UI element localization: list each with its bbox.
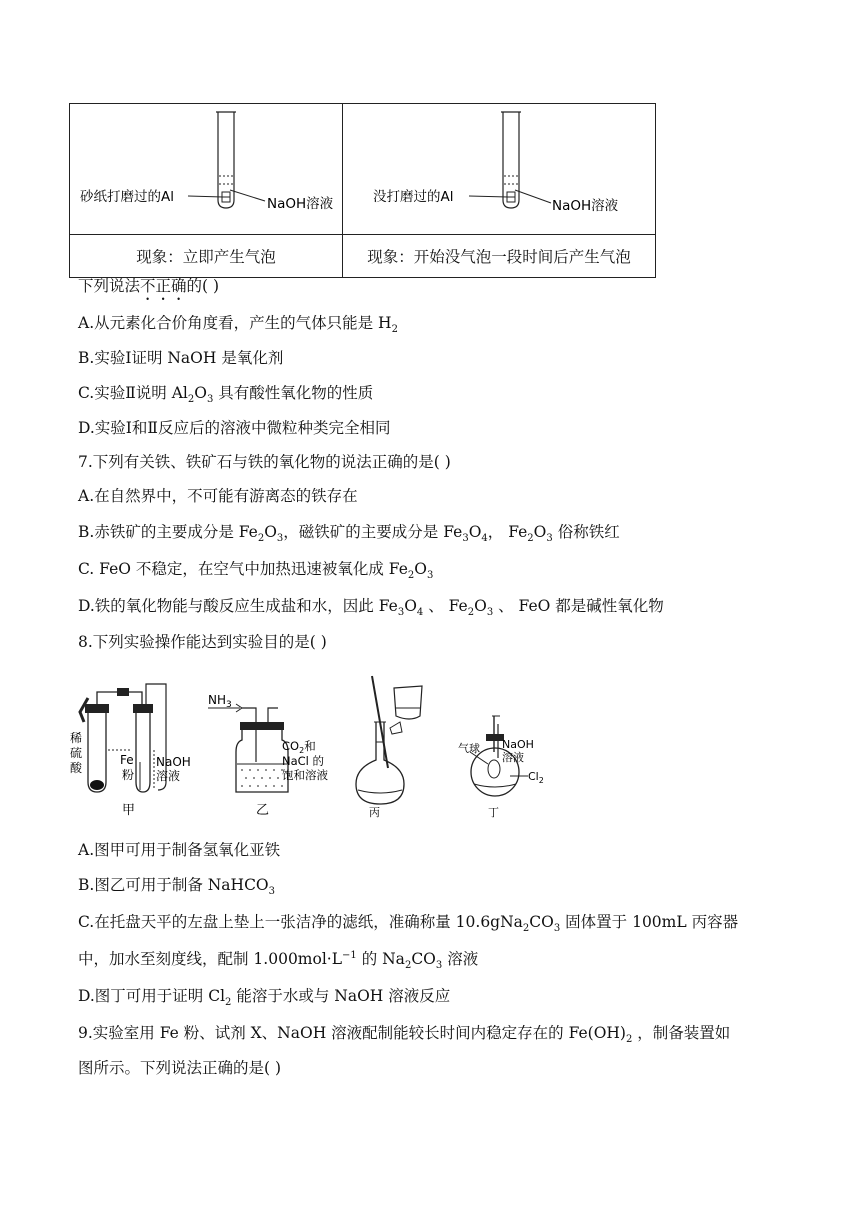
q6-option-a: A.从元素化合价角度看，产生的气体只能是 $H_2$ [78,314,398,336]
svg-text:NaOH: NaOH [156,755,191,769]
apparatus-ding [458,716,544,819]
svg-text:溶液: 溶液 [502,751,524,764]
q8-stem: 8.下列实验操作能达到实验目的是( ) [78,633,327,651]
svg-text:粉: 粉 [122,768,135,782]
q6-option-b: B.实验Ⅰ证明 NaOH 是氧化剂 [78,349,284,367]
svg-text:稀: 稀 [70,731,83,745]
emphasis-not-correct: 不正确 [140,277,187,295]
q9-stem-line2: 图所示。下列说法正确的是( ) [78,1059,282,1077]
observation-1: 现象：立即产生气泡 [70,235,343,278]
test-tube-figure-2 [343,104,655,230]
svg-text:气球: 气球 [458,742,480,755]
q7-option-c: C. FeO 不稳定，在空气中加热迅速被氧化成 $Fe_2O_3$ [78,560,434,582]
caption-bing: 丙 [369,806,380,819]
apparatus-figure [70,672,550,822]
q7-option-d: D.铁的氧化物能与酸反应生成盐和水，因此 $Fe_3O_4$ 、 $Fe_2O_3$ 、 FeO 都是碱性氧化物 [78,597,664,619]
experiment-table [69,103,656,278]
caption-jia: 甲 [122,803,136,818]
svg-text:CO2和: $CO_2$和 [282,739,316,755]
svg-text:Fe: Fe [120,753,134,767]
apparatus-yi [208,693,328,818]
experiment-1-figure [70,104,343,235]
q8-option-b: B.图乙可用于制备 NaHCO$_3$ [78,876,276,898]
q6-option-c: C.实验Ⅱ说明 $Al_2O_3$ 具有酸性氧化物的性质 [78,384,374,406]
test-tube-figure-1 [70,104,342,230]
label-unpolished-al: 没打磨过的Al [373,189,454,205]
q8-option-c-line2: 中，加水至刻度线，配制 $1.000mol\cdot L^{-1}$ 的 $Na_2CO_3$ 溶液 [78,949,479,972]
svg-text:NH3: $NH_3$ [208,693,232,710]
q8-option-c-line1: C.在托盘天平的左盘上垫上一张洁净的滤纸，准确称量 $10.6gNa_2CO_3$ 固体置于 100mL 丙容器 [78,913,739,935]
q8-option-d: D.图丁可用于证明 $Cl_2$ 能溶于水或与 NaOH 溶液反应 [78,987,451,1009]
observation-2: 现象：开始没气泡一段时间后产生气泡 [343,235,656,278]
label-polished-al: 砂纸打磨过的Al [80,189,174,205]
apparatus-jia [70,684,191,818]
q9-stem-line1: 9.实验室用 Fe 粉、试剂 X、NaOH 溶液配制能较长时间内稳定存在的 $Fe(OH)_2$ ，制备装置如 [78,1024,731,1046]
svg-text:溶液: 溶液 [156,769,181,783]
q7-stem: 7.下列有关铁、铁矿石与铁的氧化物的说法正确的是( ) [78,453,451,471]
svg-text:饱和溶液: 饱和溶液 [282,768,328,782]
apparatus-bing [356,676,422,819]
svg-text:酸: 酸 [70,761,83,775]
svg-text:NaOH: NaOH [502,738,534,751]
svg-text:NaCl 的: NaCl 的 [282,754,325,768]
q7-option-b: B.赤铁矿的主要成分是 $Fe_2O_3$，磁铁矿的主要成分是 $Fe_3O_4$， $Fe_2O_3$ 俗称铁红 [78,523,620,545]
svg-text:Cl2: $Cl_2$ [528,770,544,785]
caption-yi: 乙 [256,803,270,818]
experiment-2-figure [343,104,656,235]
caption-ding: 丁 [488,806,499,819]
svg-text:硫: 硫 [70,746,83,760]
label-naoh-solution: NaOH溶液 [267,196,334,212]
q6-stem: 下列说法不正确的( ) [78,277,220,295]
label-naoh-solution-2: NaOH溶液 [552,198,619,214]
q8-option-a: A.图甲可用于制备氢氧化亚铁 [78,841,281,859]
q7-option-a: A.在自然界中，不可能有游离态的铁存在 [78,487,358,505]
q6-option-d: D.实验Ⅰ和Ⅱ反应后的溶液中微粒种类完全相同 [78,419,391,437]
